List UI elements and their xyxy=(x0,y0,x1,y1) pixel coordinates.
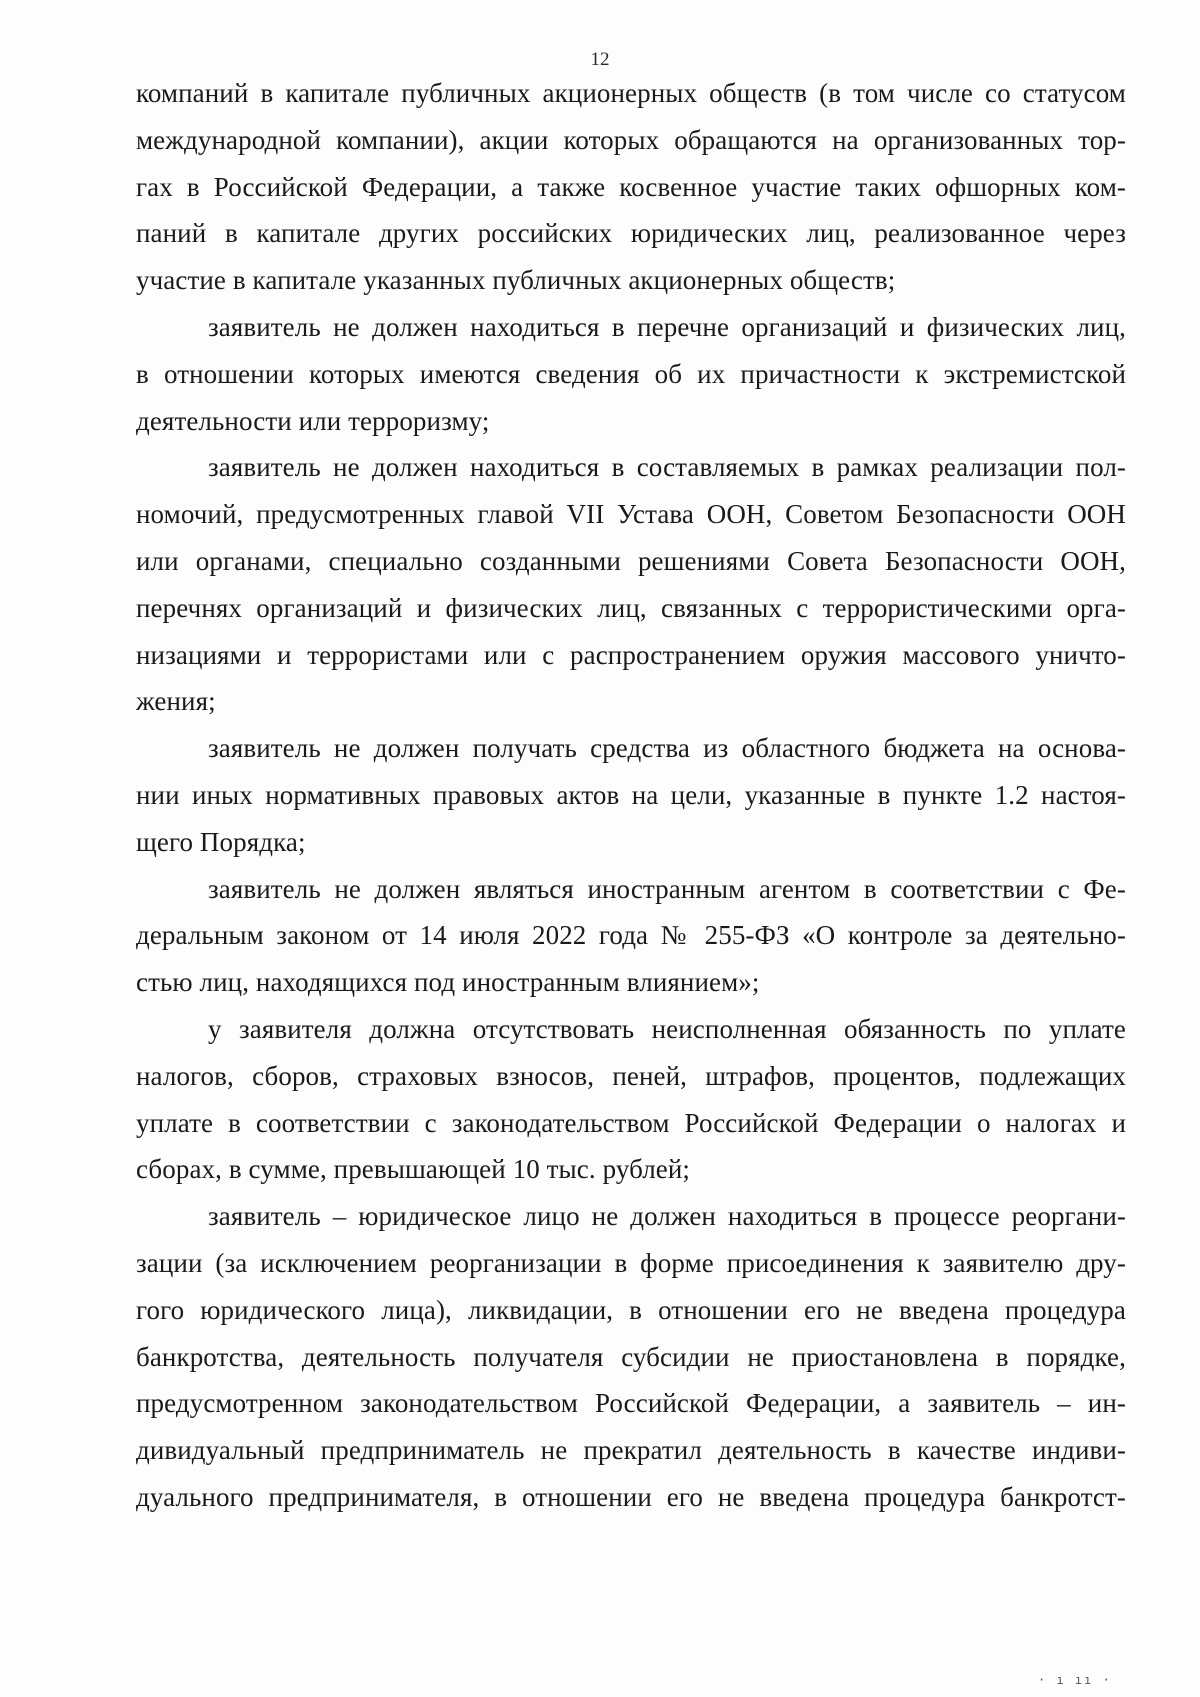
text-line: дивидуальный предприниматель не прекратил деятельность в качестве индиви- xyxy=(136,1435,1126,1466)
text-line: нии иных нормативных правовых актов на цели, указанные в пункте 1.2 настоя- xyxy=(136,779,1126,810)
text-line: банкротства, деятельность получателя субсидии не приостановлена в порядке, xyxy=(136,1341,1126,1372)
text-line: щего Порядка; xyxy=(136,826,306,857)
text-line: стью лиц, находящихся под иностранным влиянием»; xyxy=(136,967,760,998)
paragraph xyxy=(136,1193,1126,1521)
paragraph xyxy=(136,866,1126,1006)
text-line: уплате в соответствии с законодательством Российской Федерации о налогах и xyxy=(136,1107,1126,1138)
page-number: 12 xyxy=(590,49,610,70)
text-line: паний в капитале других российских юридических лиц, реализованное через xyxy=(136,218,1126,249)
text-line: гого юридического лица), ликвидации, в отношении его не введена процедура xyxy=(136,1294,1126,1325)
text-line: дуального предпринимателя, в отношении его не введена процедура банкротст- xyxy=(136,1481,1126,1512)
text-line: жения; xyxy=(136,686,216,717)
text-line: заявитель не должен находиться в составляемых в рамках реализации пол- xyxy=(208,452,1126,483)
text-line: компаний в капитале публичных акционерных обществ (в том числе со статусом xyxy=(136,78,1126,108)
text-line: заявитель не должен являться иностранным агентом в соответствии с Фе- xyxy=(208,873,1126,904)
paragraph xyxy=(136,1006,1126,1193)
document-body xyxy=(136,70,1126,1521)
paragraph xyxy=(136,725,1126,865)
text-line: перечнях организаций и физических лиц, связанных с террористическими орга- xyxy=(136,592,1126,623)
text-line: предусмотренном законодательством Российской Федерации, а заявитель – ин- xyxy=(136,1388,1126,1419)
text-line: у заявителя должна отсутствовать неисполненная обязанность по уплате xyxy=(208,1013,1126,1044)
paragraph xyxy=(136,304,1126,444)
text-line: заявитель – юридическое лицо не должен находиться в процессе реоргани- xyxy=(208,1201,1126,1232)
text-line: заявитель не должен находиться в перечне организаций и физических лиц, xyxy=(208,311,1126,342)
text-line: сборах, в сумме, превышающей 10 тыс. рублей; xyxy=(136,1154,691,1185)
scan-artifact: · ı ıı · xyxy=(1038,1673,1112,1687)
text-line: зации (за исключением реорганизации в форме присоединения к заявителю дру- xyxy=(136,1247,1126,1278)
text-line: или органами, специально созданными решениями Совета Безопасности ООН, xyxy=(136,545,1126,576)
text-line: деятельности или терроризму; xyxy=(136,405,490,436)
text-line: заявитель не должен получать средства из областного бюджета на основа- xyxy=(208,733,1126,764)
text-line: международной компании), акции которых обращаются на организованных тор- xyxy=(136,124,1126,155)
text-line: номочий, предусмотренных главой VII Устава ООН, Советом Безопасности ООН xyxy=(136,499,1126,530)
text-line: деральным законом от 14 июля 2022 года № 255-ФЗ «О контроле за деятельно- xyxy=(136,920,1126,951)
paragraph xyxy=(136,444,1126,725)
paragraph xyxy=(136,70,1126,304)
text-line: гах в Российской Федерации, а также косвенное участие таких офшорных ком- xyxy=(136,171,1126,202)
text-line: участие в капитале указанных публичных акционерных обществ; xyxy=(136,265,896,296)
text-line: в отношении которых имеются сведения об их причастности к экстремистской xyxy=(136,358,1126,389)
text-line: низациями и террористами или с распространением оружия массового уничто- xyxy=(136,639,1126,670)
text-line: налогов, сборов, страховых взносов, пеней, штрафов, процентов, подлежащих xyxy=(136,1060,1126,1091)
